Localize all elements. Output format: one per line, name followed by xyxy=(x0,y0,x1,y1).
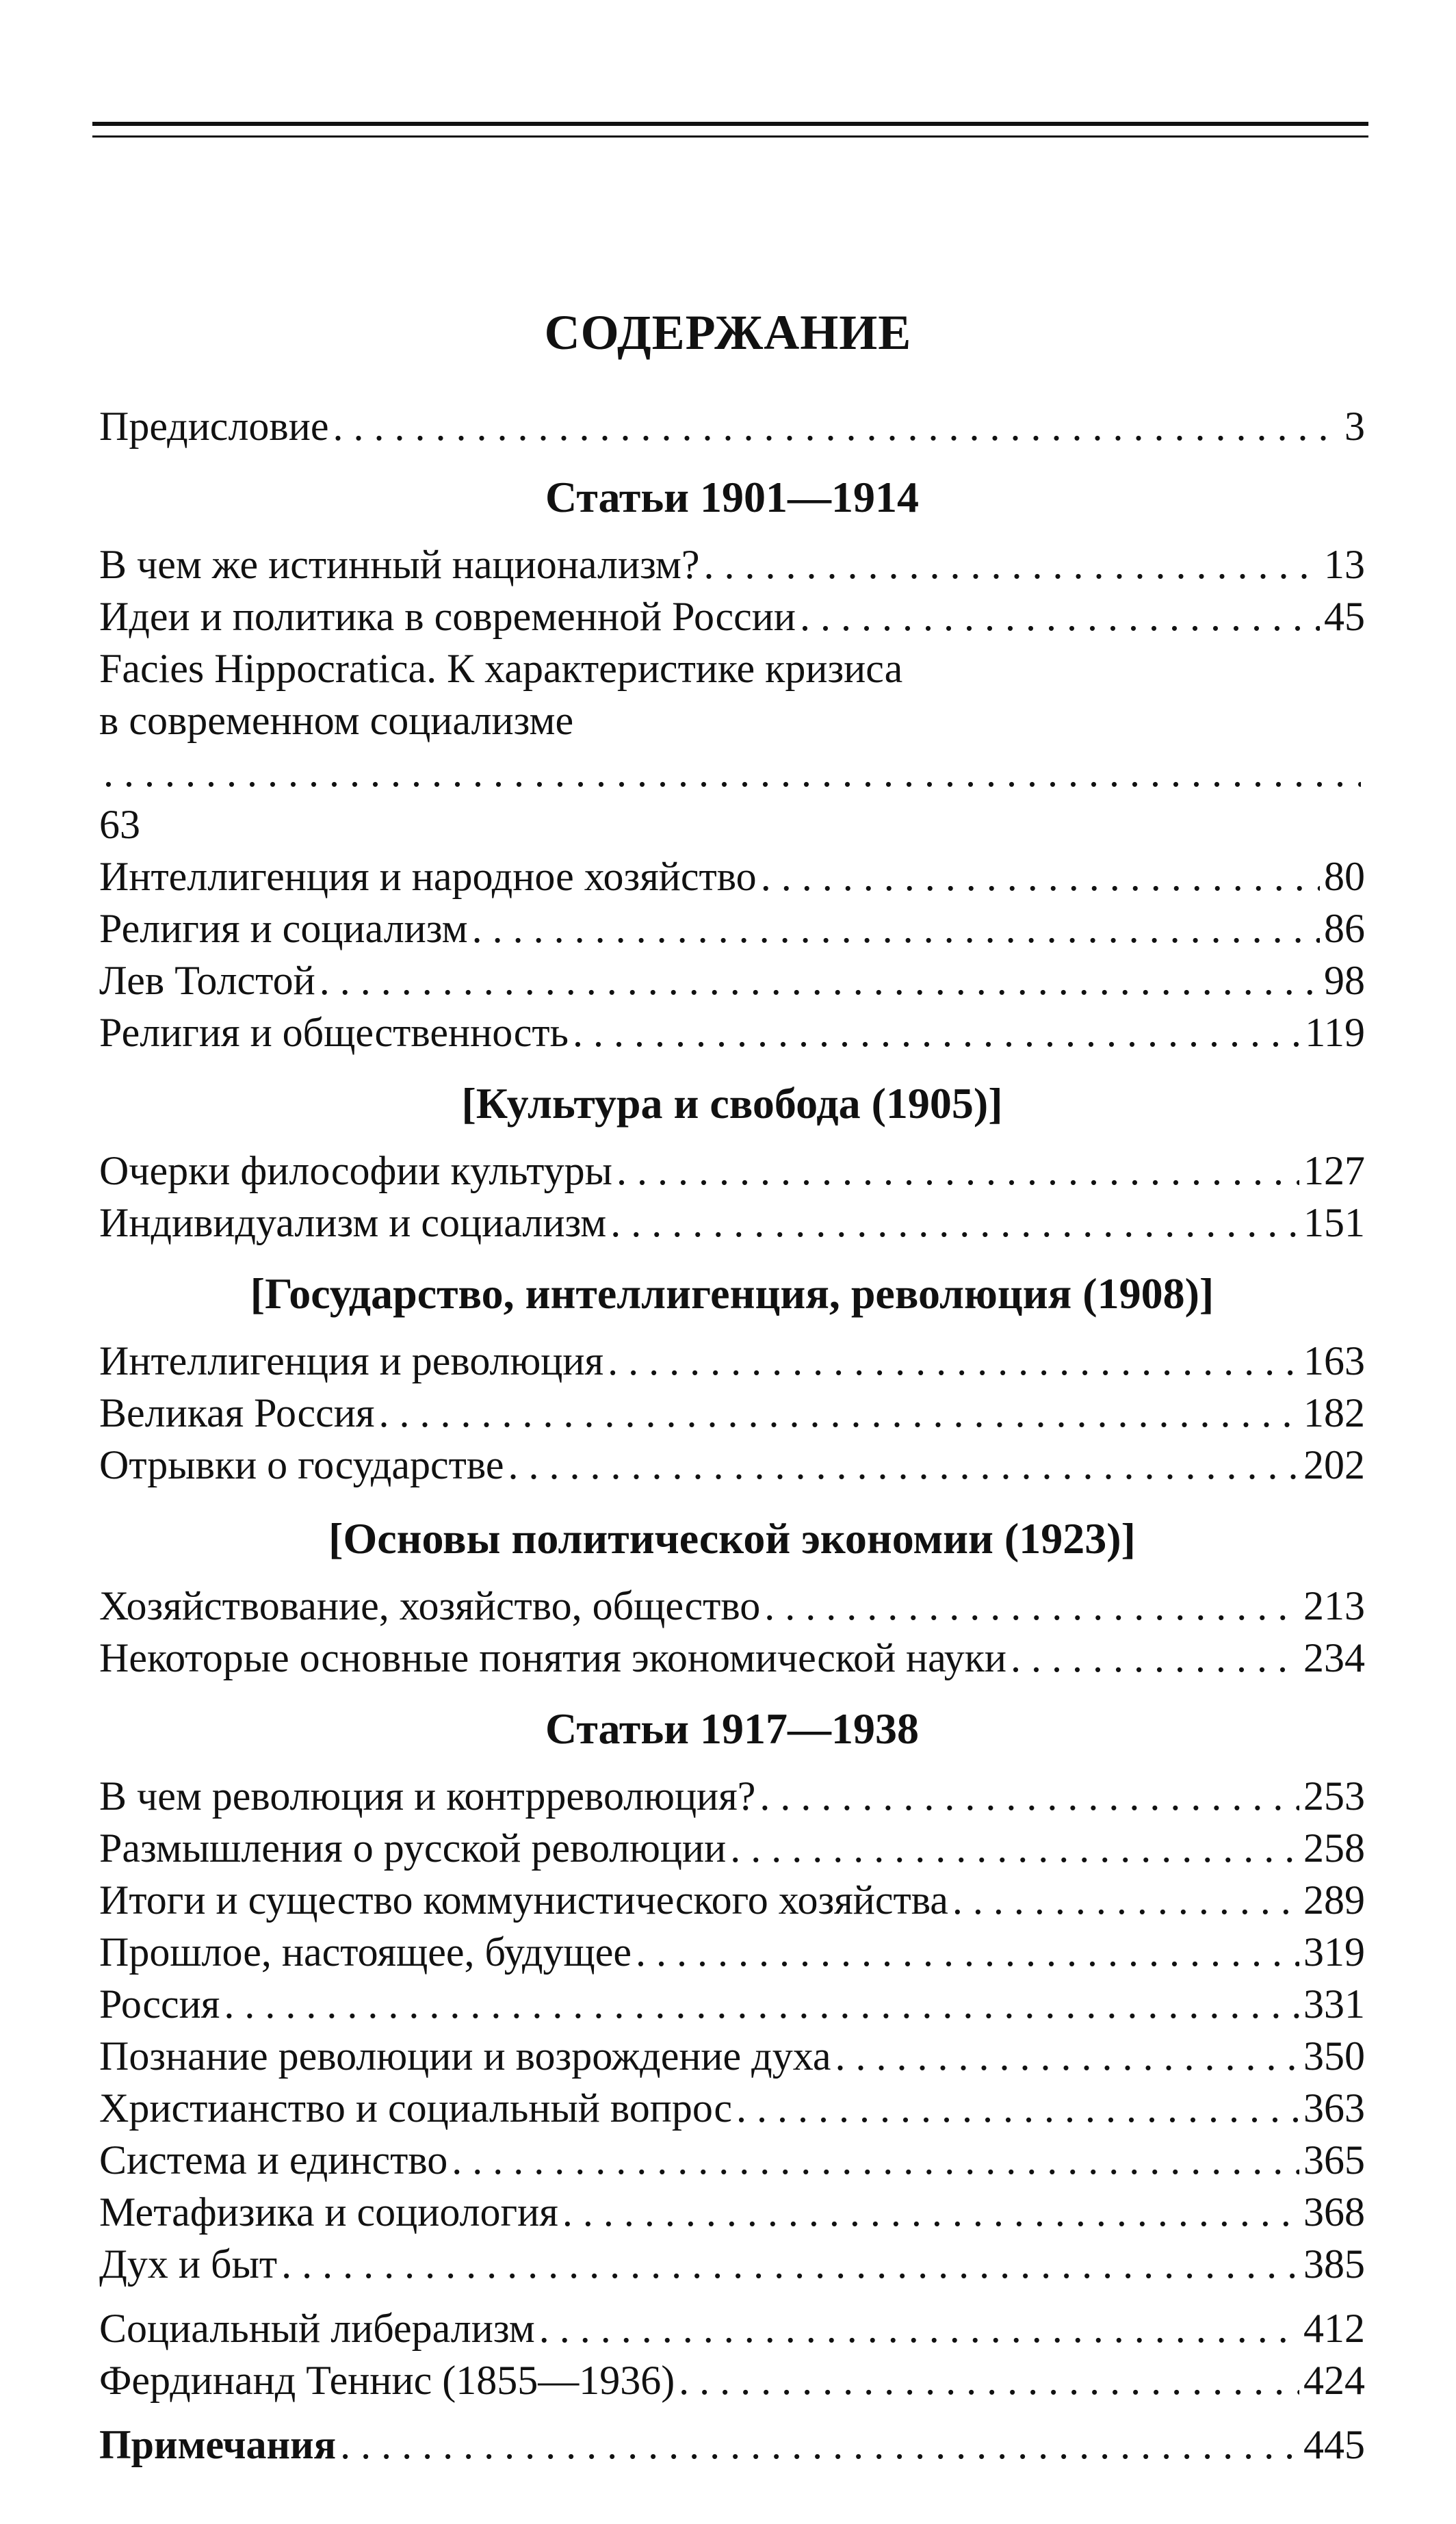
toc-entry-page: 213 xyxy=(1303,1583,1365,1628)
toc-entry-notes[interactable] xyxy=(99,2419,1365,2471)
toc-entry-title: Очерки философии культуры xyxy=(99,1148,612,1193)
toc-entry-title: Система и единство xyxy=(99,2137,448,2183)
toc-entry-title: Предисловие xyxy=(99,404,329,449)
toc-entry[interactable] xyxy=(99,1580,1365,1632)
leader-dots xyxy=(281,2238,1299,2290)
toc-entry[interactable] xyxy=(99,2134,1365,2186)
leader-dots xyxy=(224,1978,1299,2030)
toc-entry[interactable] xyxy=(99,2238,1365,2290)
toc-entry[interactable] xyxy=(99,2302,1365,2354)
section-heading: [Культура и свобода (1905)] xyxy=(461,1079,1003,1128)
toc-entry[interactable] xyxy=(99,590,1365,642)
page-title: СОДЕРЖАНИЕ xyxy=(544,305,912,360)
toc-entry-title: Интеллигенция и революция xyxy=(99,1338,604,1383)
toc-entry-page: 368 xyxy=(1303,2189,1365,2235)
toc-entry-page: 424 xyxy=(1303,2358,1365,2403)
toc-entry-title-line1: Facies Hippocratica. К характеристике кризиса xyxy=(99,646,903,691)
toc-entry[interactable] xyxy=(99,954,1365,1006)
toc-entry-page: 3 xyxy=(1344,404,1365,449)
toc-entry-page: 202 xyxy=(1303,1442,1365,1487)
leader-dots xyxy=(340,2419,1299,2471)
toc-entry-title: в современном социализме xyxy=(99,698,574,743)
toc-entry-title: Итоги и существо коммунистического хозяйства xyxy=(99,1877,948,1923)
toc-entry-title: Фердинанд Теннис (1855—1936) xyxy=(99,2358,675,2403)
leader-dots xyxy=(452,2134,1299,2186)
leader-dots xyxy=(636,1926,1299,1978)
section-heading: [Государство, интеллигенция, революция (1908)] xyxy=(250,1269,1214,1318)
toc-entry[interactable] xyxy=(99,1874,1365,1926)
toc-entry-page: 182 xyxy=(1303,1390,1365,1435)
leader-dots xyxy=(539,2302,1299,2354)
leader-dots xyxy=(616,1145,1299,1197)
toc-entry[interactable] xyxy=(99,1335,1365,1387)
spacer xyxy=(99,2406,1365,2419)
toc-entry-page: 163 xyxy=(1303,1338,1365,1383)
toc-entry[interactable] xyxy=(99,2354,1365,2406)
section-heading: Статьи 1901—1914 xyxy=(545,473,920,521)
toc-entry-title: Размышления о русской революции xyxy=(99,1825,727,1871)
toc-entry-page: 445 xyxy=(1303,2422,1365,2467)
leader-dots xyxy=(764,1580,1299,1632)
toc-entry-title: Хозяйствование, хозяйство, общество xyxy=(99,1583,761,1628)
toc-entry[interactable] xyxy=(99,1926,1365,1978)
leader-dots xyxy=(759,1770,1299,1822)
toc-entry[interactable] xyxy=(99,1006,1365,1058)
top-rule-thick xyxy=(92,122,1368,126)
toc-entry[interactable] xyxy=(99,850,1365,902)
toc-entry-title: Идеи и политика в современной России xyxy=(99,594,796,639)
toc-entry-page: 331 xyxy=(1303,1981,1365,2027)
toc-entry-page: 258 xyxy=(1303,1825,1365,1871)
toc-entry-title: Социальный либерализм xyxy=(99,2306,535,2351)
top-rule-thin xyxy=(92,135,1368,138)
toc-entry[interactable] xyxy=(99,2186,1365,2238)
leader-dots xyxy=(472,902,1320,954)
leader-dots xyxy=(800,590,1320,642)
toc-entry[interactable] xyxy=(99,1822,1365,1874)
toc-entry-page: 412 xyxy=(1303,2306,1365,2351)
toc-entry-page: 234 xyxy=(1303,1635,1365,1680)
toc-entry-title: Интеллигенция и народное хозяйство xyxy=(99,854,757,899)
leader-dots xyxy=(333,400,1334,452)
toc-entry-title: В чем же истинный национализм? xyxy=(99,542,700,587)
toc-entry-page: 350 xyxy=(1303,2033,1365,2079)
toc-entry-page: 98 xyxy=(1324,958,1365,1003)
toc-entry-title: Отрывки о государстве xyxy=(99,1442,504,1487)
toc-entry-preface[interactable] xyxy=(99,400,1365,452)
toc-entry-title: Христианство и социальный вопрос xyxy=(99,2085,733,2131)
toc-entry-title: Примечания xyxy=(99,2422,337,2467)
toc-entry-page: 319 xyxy=(1303,1929,1365,1975)
toc-entry-title: Метафизика и социология xyxy=(99,2189,558,2235)
toc-entry-page: 151 xyxy=(1303,1200,1365,1245)
toc-entry-title: Религия и общественность xyxy=(99,1010,569,1055)
toc-entry-page: 289 xyxy=(1303,1877,1365,1923)
toc-entry[interactable] xyxy=(99,642,1365,850)
toc-entry[interactable] xyxy=(99,1770,1365,1822)
toc-entry[interactable] xyxy=(99,2030,1365,2082)
section-heading: [Основы политической экономии (1923)] xyxy=(328,1514,1136,1563)
leader-dots xyxy=(761,850,1320,902)
toc-entry[interactable] xyxy=(99,1387,1365,1439)
toc-entry[interactable] xyxy=(99,1197,1365,1249)
toc-entry-title: Некоторые основные понятия экономической науки xyxy=(99,1635,1007,1680)
toc-entry-page: 80 xyxy=(1324,854,1365,899)
toc-entry-page: 363 xyxy=(1303,2085,1365,2131)
section-heading: Статьи 1917—1938 xyxy=(545,1704,920,1753)
leader-dots xyxy=(320,954,1320,1006)
toc-entry[interactable] xyxy=(99,1439,1365,1491)
leader-dots xyxy=(736,2082,1299,2134)
leader-dots xyxy=(379,1387,1299,1439)
toc-entry-page: 63 xyxy=(99,802,140,847)
toc-entry[interactable] xyxy=(99,1978,1365,2030)
toc-entry-title: Великая Россия xyxy=(99,1390,375,1435)
toc-entry-title: Лев Толстой xyxy=(99,958,315,1003)
toc-entry[interactable] xyxy=(99,538,1365,590)
toc-entry-page: 365 xyxy=(1303,2137,1365,2183)
toc-entry-page: 253 xyxy=(1303,1773,1365,1819)
toc-entry-title: Дух и быт xyxy=(99,2241,278,2287)
toc-entry-title: Прошлое, настоящее, будущее xyxy=(99,1929,632,1975)
leader-dots xyxy=(704,538,1320,590)
table-of-contents xyxy=(99,400,1365,2471)
leader-dots xyxy=(835,2030,1299,2082)
toc-entry-title: Индивидуализм и социализм xyxy=(99,1200,607,1245)
toc-entry-page: 127 xyxy=(1303,1148,1365,1193)
leader-dots xyxy=(103,746,1361,798)
leader-dots xyxy=(610,1197,1299,1249)
toc-entry[interactable] xyxy=(99,1145,1365,1197)
leader-dots xyxy=(952,1874,1299,1926)
toc-entry-page: 385 xyxy=(1303,2241,1365,2287)
leader-dots xyxy=(730,1822,1299,1874)
toc-entry-title: Религия и социализм xyxy=(99,906,468,951)
toc-entry[interactable] xyxy=(99,902,1365,954)
leader-dots xyxy=(562,2186,1299,2238)
toc-entry-page: 45 xyxy=(1324,594,1365,639)
toc-entry-page: 86 xyxy=(1324,906,1365,951)
leader-dots xyxy=(508,1439,1299,1491)
leader-dots xyxy=(1011,1632,1299,1684)
toc-entry-title: Познание революции и возрождение духа xyxy=(99,2033,831,2079)
leader-dots xyxy=(608,1335,1299,1387)
spacer xyxy=(99,2290,1365,2302)
toc-entry-page: 13 xyxy=(1324,542,1365,587)
toc-entry-title: Россия xyxy=(99,1981,220,2027)
toc-entry-page: 119 xyxy=(1305,1010,1365,1055)
toc-entry[interactable] xyxy=(99,1632,1365,1684)
toc-entry[interactable] xyxy=(99,2082,1365,2134)
toc-entry-title: В чем революция и контрреволюция? xyxy=(99,1773,756,1819)
leader-dots xyxy=(573,1006,1301,1058)
leader-dots xyxy=(679,2354,1299,2406)
